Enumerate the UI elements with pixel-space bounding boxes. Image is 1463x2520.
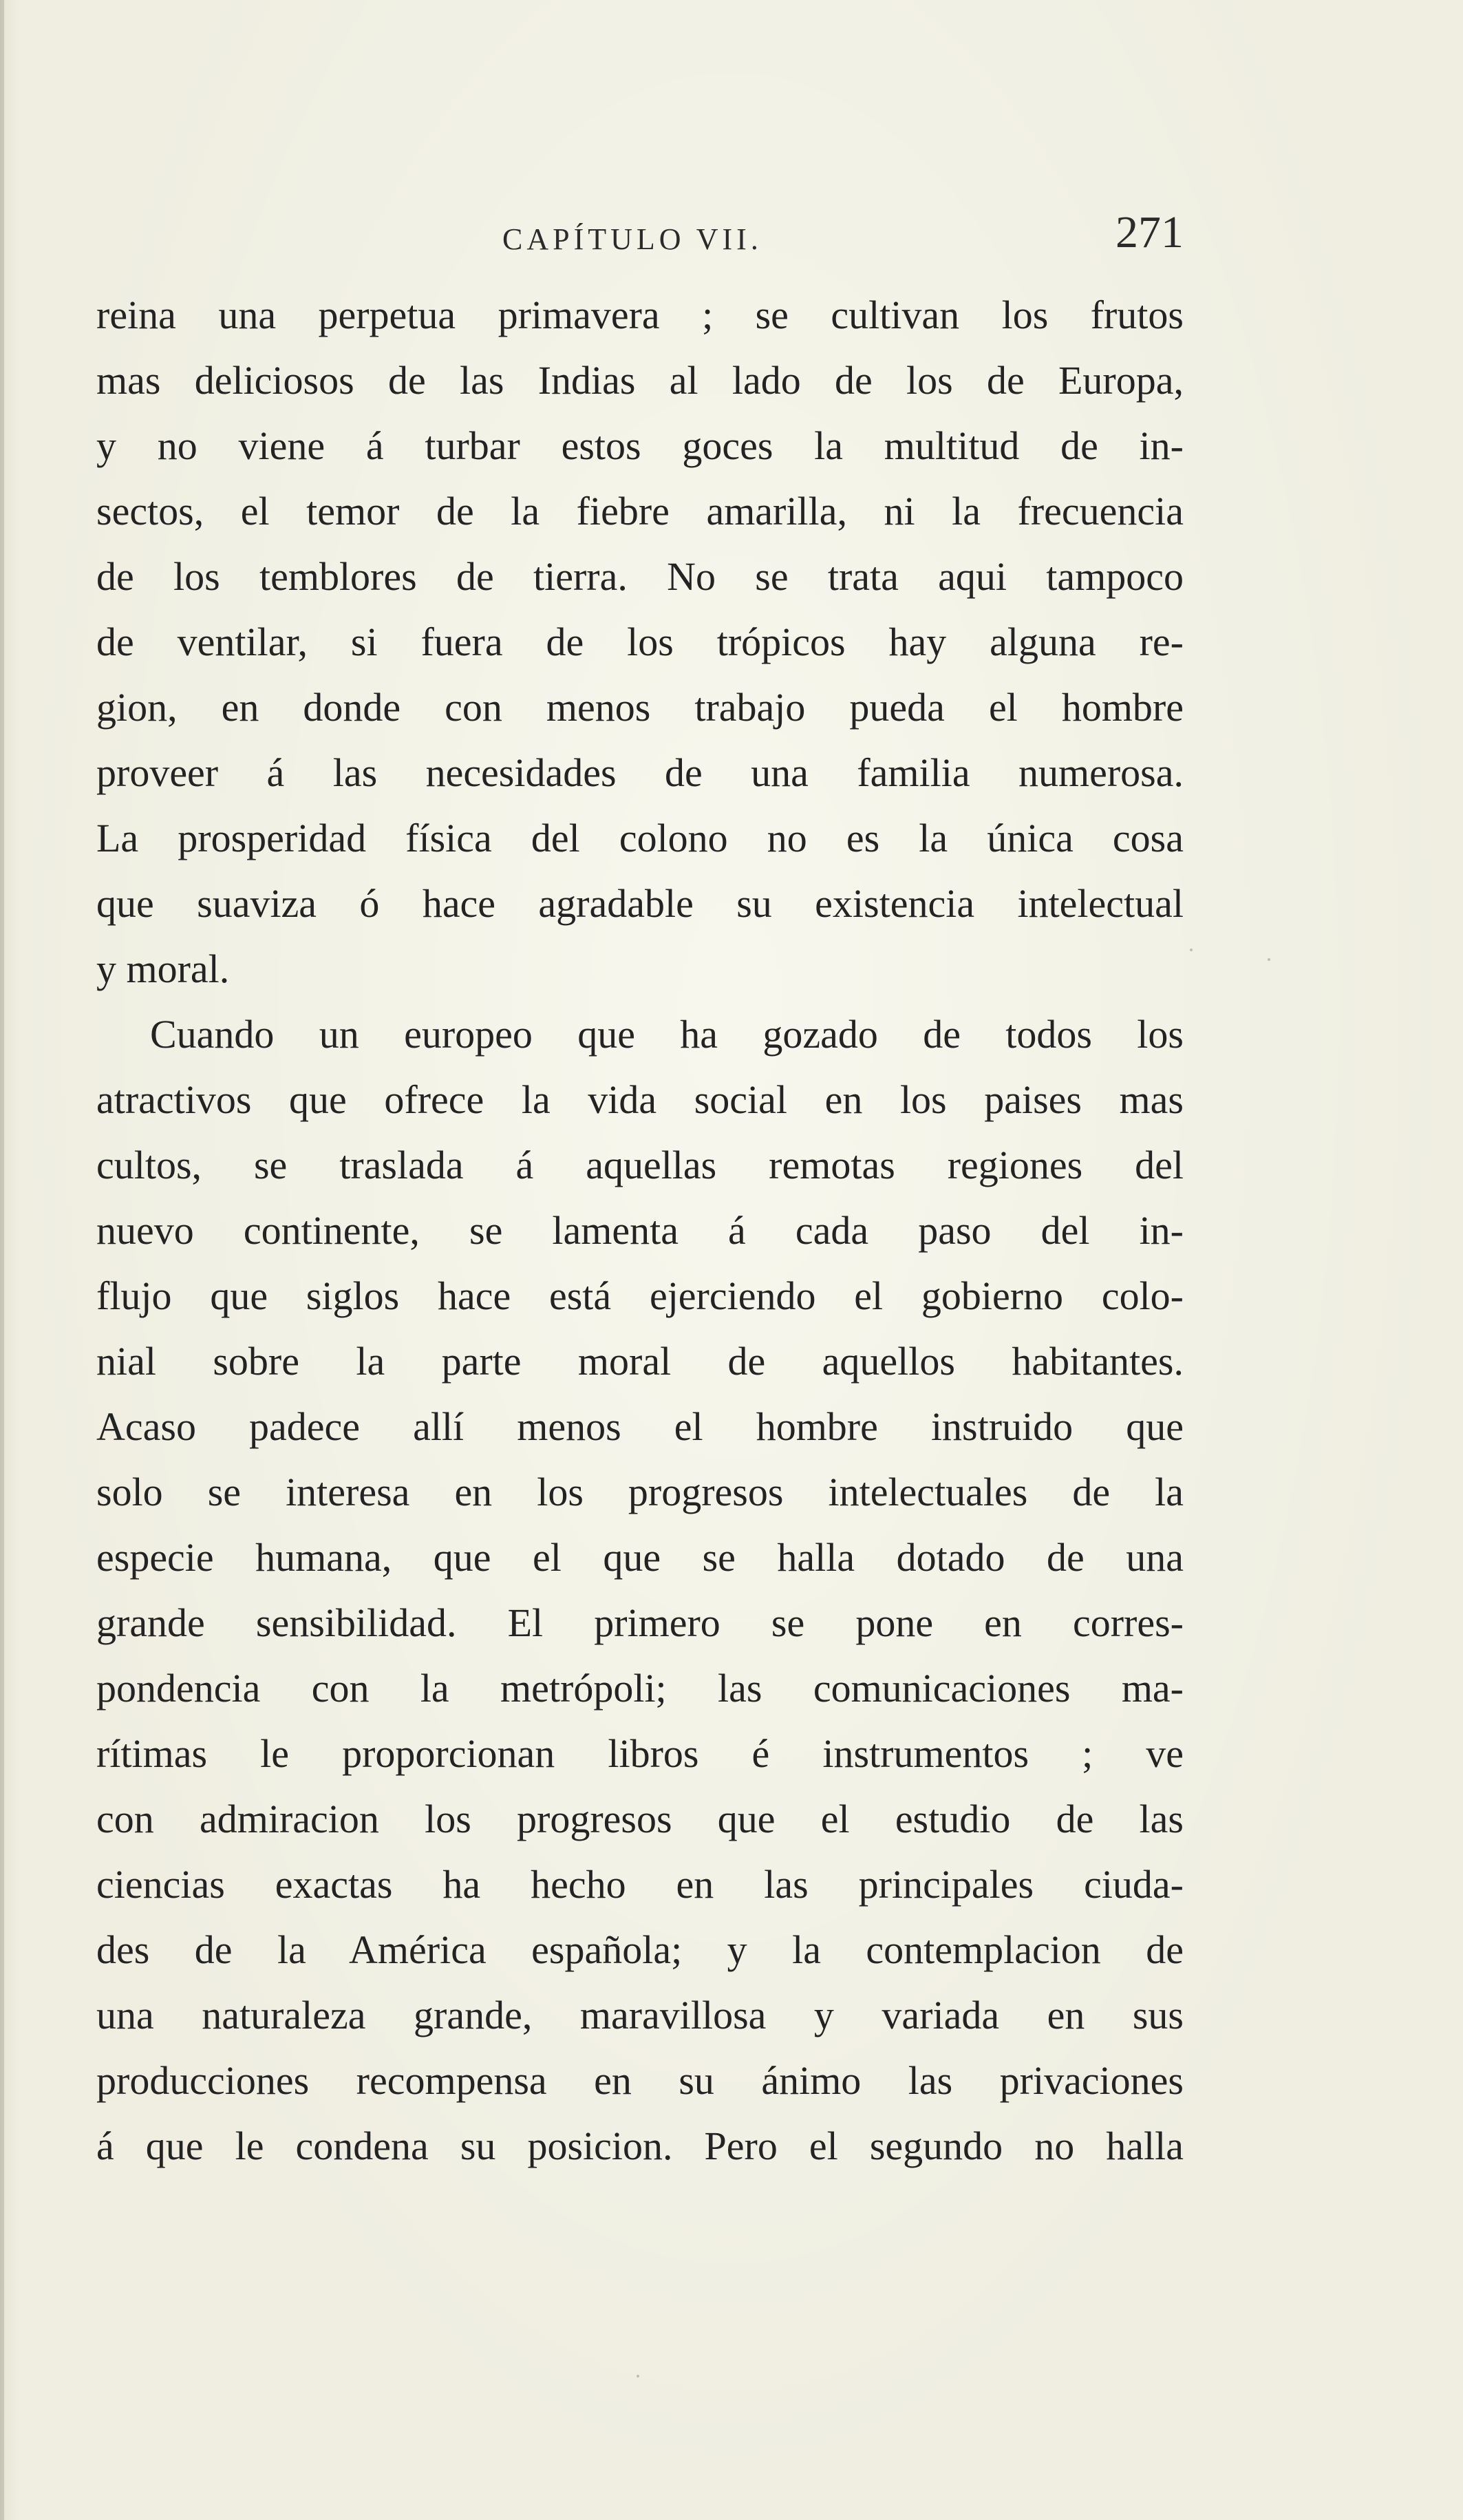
- text-line: mas deliciosos de las Indias al lado de los de Europa,: [96, 358, 1184, 403]
- text-line: con admiracion los progresos que el estudio de las: [96, 1797, 1184, 1841]
- text-line: que suaviza ó hace agradable su existencia intelectual: [96, 881, 1184, 926]
- text-line: sectos, el temor de la fiebre amarilla, ni la frecuencia: [96, 489, 1184, 533]
- text-line: nuevo continente, se lamenta á cada paso del in-: [96, 1208, 1184, 1253]
- text-line: gion, en donde con menos trabajo pueda el hombre: [96, 685, 1184, 730]
- text-line: producciones recompensa en su ánimo las privaciones: [96, 2058, 1184, 2103]
- body-text: [96, 282, 1184, 2179]
- text-line: des de la América española; y la contemplacion de: [96, 1927, 1184, 1972]
- paper-speck: [1190, 949, 1193, 951]
- paragraph: [96, 1002, 1184, 2179]
- text-line: proveer á las necesidades de una familia numerosa.: [96, 750, 1184, 795]
- text-line: grande sensibilidad. El primero se pone en corres-: [96, 1600, 1184, 1645]
- text-line: Acaso padece allí menos el hombre instruido que: [96, 1404, 1184, 1449]
- text-line: nial sobre la parte moral de aquellos habitantes.: [96, 1339, 1184, 1384]
- running-head: [96, 207, 1184, 268]
- text-line: especie humana, que el que se halla dotado de una: [96, 1535, 1184, 1580]
- text-line: atractivos que ofrece la vida social en los paises mas: [96, 1077, 1184, 1122]
- paper-speck: [1268, 958, 1270, 961]
- text-line: pondencia con la metrópoli; las comunicaciones ma-: [96, 1666, 1184, 1711]
- text-line: y moral.: [96, 946, 230, 991]
- text-line: Cuando un europeo que ha gozado de todos los: [150, 1012, 1184, 1057]
- text-line: solo se interesa en los progresos intelectuales de la: [96, 1470, 1184, 1514]
- text-line: y no viene á turbar estos goces la multitud de in-: [96, 423, 1184, 468]
- text-line: rítimas le proporcionan libros é instrumentos ; ve: [96, 1731, 1184, 1776]
- text-line: reina una perpetua primavera ; se cultivan los frutos: [96, 293, 1184, 337]
- paragraph: [96, 282, 1184, 1002]
- text-line: una naturaleza grande, maravillosa y variada en sus: [96, 1993, 1184, 2037]
- text-line: ciencias exactas ha hecho en las principales ciuda-: [96, 1862, 1184, 1907]
- text-line: de ventilar, si fuera de los trópicos hay alguna re-: [96, 620, 1184, 664]
- page-gutter-edge: [0, 0, 4, 2520]
- text-line: cultos, se traslada á aquellas remotas regiones del: [96, 1143, 1184, 1187]
- chapter-title: CAPÍTULO VII.: [502, 222, 762, 256]
- page-number: 271: [1115, 207, 1184, 257]
- paper-speck: [637, 2375, 639, 2378]
- text-line: flujo que siglos hace está ejerciendo el gobierno colo-: [96, 1273, 1184, 1318]
- text-line: de los temblores de tierra. No se trata aqui tampoco: [96, 554, 1184, 599]
- text-line: La prosperidad física del colono no es la única cosa: [96, 816, 1184, 860]
- text-line: á que le condena su posicion. Pero el segundo no halla: [96, 2124, 1184, 2168]
